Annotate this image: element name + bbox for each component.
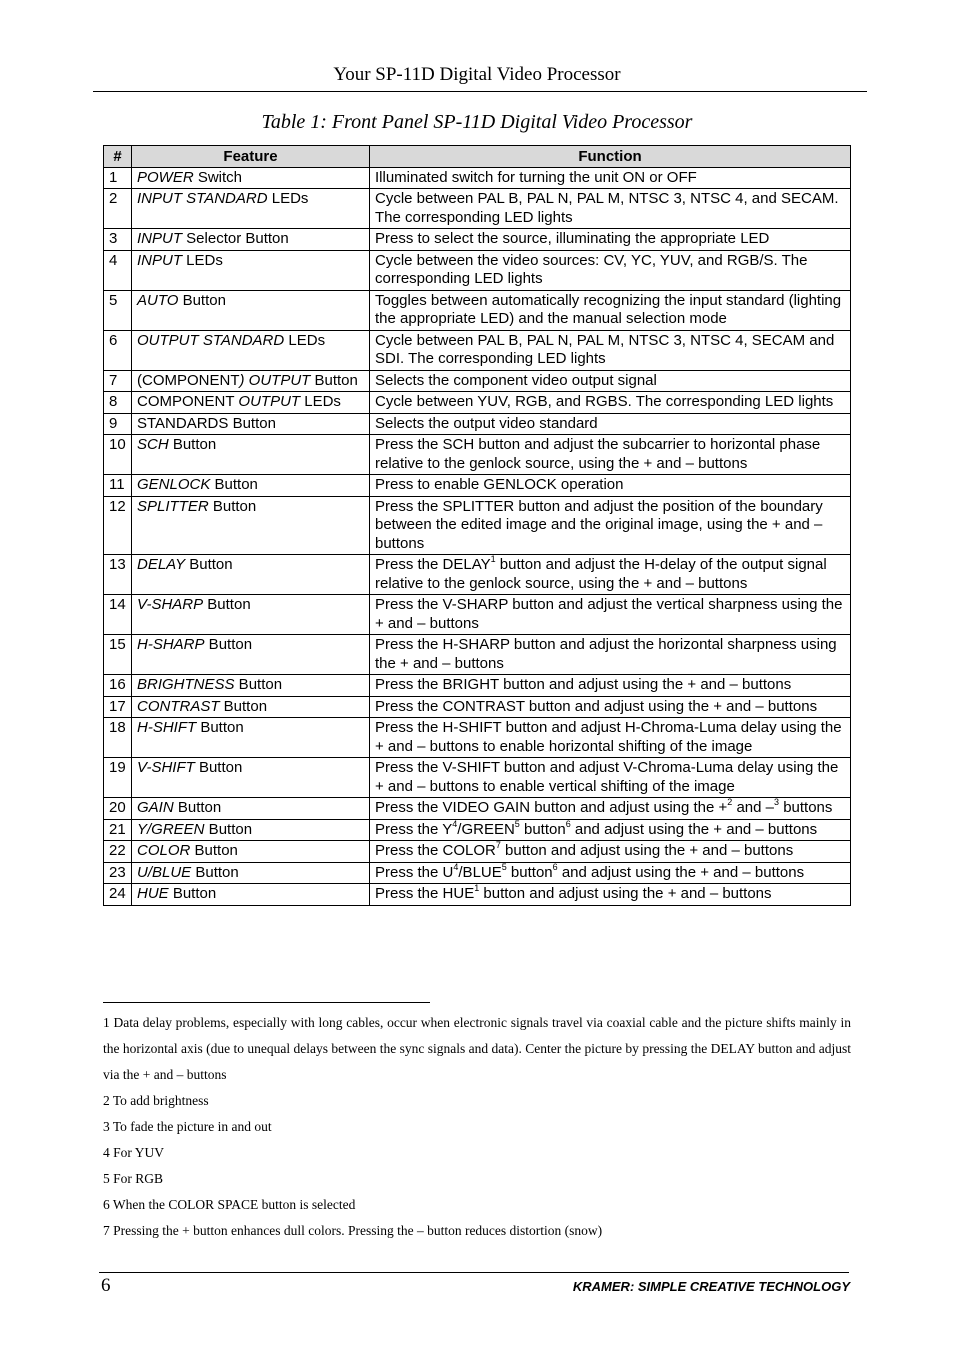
row-feature — [132, 330, 370, 370]
row-feature — [132, 496, 370, 555]
feature-type: Button — [178, 291, 226, 309]
row-number: 3 — [104, 229, 132, 251]
footnote-ref: 3 — [774, 797, 780, 807]
feature-name: SPLITTER — [137, 497, 209, 515]
feature-type: LEDs — [267, 190, 309, 207]
footnote: 4 For YUV — [103, 1145, 165, 1160]
feature-type: Button — [310, 371, 358, 389]
feature-name: SCH — [137, 436, 169, 453]
header-divider — [93, 91, 867, 92]
feature-name: H-SHIFT — [137, 719, 197, 736]
feature-type: Button — [190, 842, 238, 859]
row-number: 20 — [104, 798, 132, 820]
row-function: Press the HUE$^1$ button and adjust using the + and – buttons — [370, 884, 851, 906]
footnote-ref: 5 — [501, 861, 507, 872]
row-number: 14 — [104, 595, 132, 635]
row-feature — [132, 392, 370, 414]
feature-name: U/BLUE — [137, 863, 192, 881]
feature-type: LEDs — [182, 251, 223, 269]
table-row — [104, 675, 851, 697]
row-function: Press the SCH button and adjust the subcarrier to horizontal phase relative to the genlock source, using the + and – buttons — [370, 435, 851, 475]
feature-type: Button — [210, 476, 258, 493]
table-row — [104, 435, 851, 475]
row-function: Press the CONTRAST button and adjust using the + and – buttons — [370, 696, 851, 718]
footnote-ref: 6 — [552, 861, 558, 872]
feature-name: OUTPUT STANDARD — [137, 331, 285, 349]
row-feature — [132, 229, 370, 251]
row-function: Press the V-SHIFT button and adjust V-Chroma-Luma delay using the + and – buttons to enable vertical shifting of the image — [370, 758, 851, 798]
row-number: 10 — [104, 435, 132, 475]
feature-name: DELAY — [137, 556, 186, 573]
feature-type: Button — [208, 497, 257, 515]
row-function: Press the BRIGHT button and adjust using the + and – buttons — [370, 675, 851, 697]
row-feature — [132, 758, 370, 798]
row-feature — [132, 167, 370, 189]
table-row — [104, 475, 851, 497]
row-function: Press the $U^4/BLUE^5$ button$^6$ and adjust using the + and – buttons — [370, 862, 851, 884]
row-feature — [132, 841, 370, 863]
row-number: 18 — [104, 718, 132, 758]
row-feature — [132, 290, 370, 330]
row-number: 5 — [104, 290, 132, 330]
feature-name: INPUT — [137, 251, 182, 269]
row-number: 11 — [104, 475, 132, 497]
page-header-title: Your SP-11D Digital Video Processor — [333, 64, 621, 85]
row-feature — [132, 555, 370, 595]
table-row — [104, 798, 851, 820]
feature-name: H-SHARP — [137, 636, 205, 653]
row-number: 13 — [104, 555, 132, 595]
table-row — [104, 167, 851, 189]
row-number: 22 — [104, 841, 132, 863]
table-row — [104, 819, 851, 841]
feature-type: Button — [168, 436, 217, 453]
row-function: Press the VIDEO GAIN button and adjust using the +$^2$ and –$^3$ buttons — [370, 798, 851, 820]
feature-type: Selector Button — [182, 230, 289, 247]
feature-type: Button — [168, 885, 217, 902]
row-function: Cycle between the video sources: CV, YC, YUV, and RGB/S. The corresponding LED lights — [370, 250, 851, 290]
table-row — [104, 392, 851, 414]
feature-name: GAIN — [137, 799, 174, 816]
row-number: 9 — [104, 413, 132, 435]
row-number: 4 — [104, 250, 132, 290]
feature-name: AUTO — [137, 291, 179, 309]
footer-divider — [99, 1272, 849, 1273]
table-row — [104, 862, 851, 884]
row-number: 24 — [104, 884, 132, 906]
row-feature — [132, 862, 370, 884]
row-feature — [132, 675, 370, 697]
feature-name: CONTRAST — [137, 697, 220, 715]
feature-name: V-SHARP — [137, 596, 204, 613]
feature-type: LEDs — [300, 393, 341, 410]
table-row — [104, 496, 851, 555]
feature-name: HUE — [137, 885, 169, 902]
feature-type: Button — [173, 799, 222, 816]
footnote-ref: 5 — [514, 818, 520, 829]
footnote-divider — [103, 1002, 430, 1003]
row-function: Cycle between YUV, RGB, and RGBS. The corresponding LED lights — [370, 392, 851, 414]
footnote: 5 For RGB — [103, 1171, 164, 1186]
table-row — [104, 718, 851, 758]
table-row — [104, 370, 851, 392]
feature-name: GENLOCK — [137, 476, 211, 493]
feature-type: LEDs — [284, 331, 326, 349]
footnote: 6 When the COLOR SPACE button is selected — [103, 1197, 356, 1212]
feature-text: COMPONENT — [137, 393, 239, 410]
column-header-number: # — [104, 146, 132, 168]
table-row — [104, 413, 851, 435]
row-feature — [132, 718, 370, 758]
row-number: 17 — [104, 696, 132, 718]
table-row — [104, 841, 851, 863]
row-feature — [132, 819, 370, 841]
row-number: 1 — [104, 167, 132, 189]
row-function: Press the $Y^4/GREEN^5$ button$^6$ and adjust using the + and – buttons — [370, 819, 851, 841]
feature-name: INPUT STANDARD — [137, 190, 268, 207]
row-number: 23 — [104, 862, 132, 884]
feature-name: Y/GREEN — [137, 820, 205, 838]
row-function: Selects the output video standard — [370, 413, 851, 435]
row-function: Press the V-SHARP button and adjust the vertical sharpness using the + and – buttons — [370, 595, 851, 635]
footnote-ref: 7 — [495, 840, 501, 850]
column-header-function: Function — [370, 146, 851, 168]
footnote-ref: 1 — [474, 883, 480, 893]
row-feature — [132, 189, 370, 229]
row-function: Press to enable GENLOCK operation — [370, 475, 851, 497]
row-function: Toggles between automatically recognizing the input standard (lighting the appropriate LED) and the manual selection mode — [370, 290, 851, 330]
table-header-row — [104, 146, 851, 168]
row-function: Press the COLOR$^7$ button and adjust using the + and – buttons — [370, 841, 851, 863]
footnote-ref: 6 — [565, 818, 571, 829]
feature-name: INPUT — [137, 230, 182, 247]
feature-name: OUTPUT — [238, 393, 301, 410]
table-row — [104, 884, 851, 906]
table-row — [104, 229, 851, 251]
row-feature — [132, 696, 370, 718]
row-function: Press the H-SHARP button and adjust the horizontal sharpness using the + and – buttons — [370, 635, 851, 675]
feature-type: Button — [204, 820, 253, 838]
table-row — [104, 758, 851, 798]
column-header-feature: Feature — [132, 146, 370, 168]
feature-text: (COMPONENT — [137, 371, 240, 389]
footnote: 2 To add brightness — [103, 1093, 209, 1108]
row-number: 15 — [104, 635, 132, 675]
table-row — [104, 595, 851, 635]
row-number: 6 — [104, 330, 132, 370]
footnote: 1 Data delay problems, especially with long cables, occur when electronic signals travel via coaxial cable and the picture shifts mainly in the horizontal axis (due to unequal delays between the sync signals and data). Center the picture by pressing the DELAY button and adjust via the + and – buttons — [103, 1015, 851, 1082]
table-row — [104, 696, 851, 718]
feature-type: Button — [219, 697, 268, 715]
row-function: Selects the component video output signal — [370, 370, 851, 392]
row-feature — [132, 635, 370, 675]
row-function: Illuminated switch for turning the unit ON or OFF — [370, 167, 851, 189]
feature-name: ) OUTPUT — [239, 371, 311, 389]
table-row — [104, 290, 851, 330]
feature-text: STANDARDS Button — [137, 414, 276, 432]
row-feature — [132, 475, 370, 497]
table-caption: Table 1: Front Panel SP-11D Digital Video Processor — [261, 111, 693, 133]
footnote-ref: 4 — [452, 818, 458, 829]
row-feature — [132, 884, 370, 906]
row-number: 8 — [104, 392, 132, 414]
feature-type: Button — [194, 759, 243, 776]
table-row — [104, 250, 851, 290]
footnotes — [103, 1010, 851, 1244]
feature-type: Button — [234, 676, 283, 693]
feature-name: POWER — [137, 168, 194, 186]
row-function: Press to select the source, illuminating the appropriate LED — [370, 229, 851, 251]
row-feature — [132, 370, 370, 392]
row-feature — [132, 435, 370, 475]
feature-type: Button — [185, 556, 233, 573]
feature-name: BRIGHTNESS — [137, 676, 235, 693]
footnote-ref: 4 — [453, 861, 459, 872]
footnote-ref: 2 — [727, 797, 733, 807]
row-feature — [132, 798, 370, 820]
table-row — [104, 189, 851, 229]
table-row — [104, 330, 851, 370]
footnote: 3 To fade the picture in and out — [103, 1119, 272, 1134]
row-function: Press the H-SHIFT button and adjust H-Chroma-Luma delay using the + and – buttons to enable horizontal shifting of the image — [370, 718, 851, 758]
row-number: 16 — [104, 675, 132, 697]
table-row — [104, 555, 851, 595]
feature-type: Switch — [193, 168, 243, 186]
row-number: 21 — [104, 819, 132, 841]
row-number: 12 — [104, 496, 132, 555]
row-feature — [132, 595, 370, 635]
feature-type: Button — [203, 596, 251, 613]
row-number: 19 — [104, 758, 132, 798]
row-function: Cycle between PAL B, PAL N, PAL M, NTSC 3, NTSC 4, SECAM and SDI. The corresponding LED lights — [370, 330, 851, 370]
row-function: Cycle between PAL B, PAL N, PAL M, NTSC 3, NTSC 4, and SECAM. The corresponding LED lights — [370, 189, 851, 229]
row-function: Press the SPLITTER button and adjust the position of the boundary between the edited image and the original image, using the + and – buttons — [370, 496, 851, 555]
row-feature — [132, 250, 370, 290]
row-number: 7 — [104, 370, 132, 392]
feature-name: COLOR — [137, 842, 191, 859]
footnote-ref: 1 — [490, 554, 496, 564]
row-feature — [132, 413, 370, 435]
feature-name: V-SHIFT — [137, 759, 195, 776]
row-number: 2 — [104, 189, 132, 229]
footer-brand: KRAMER: SIMPLE CREATIVE TECHNOLOGY — [572, 1279, 850, 1294]
table-row — [104, 635, 851, 675]
front-panel-table — [103, 145, 851, 906]
row-function: Press the DELAY$^1$ button and adjust the H-delay of the output signal relative to the genlock source, using the + and – buttons — [370, 555, 851, 595]
table-body — [104, 167, 851, 905]
feature-type: Button — [196, 719, 244, 736]
footnote: 7 Pressing the + button enhances dull colors. Pressing the – button reduces distortion (snow) — [103, 1223, 603, 1238]
feature-type: Button — [191, 863, 239, 881]
page-number: 6 — [101, 1275, 111, 1296]
feature-type: Button — [204, 636, 253, 653]
